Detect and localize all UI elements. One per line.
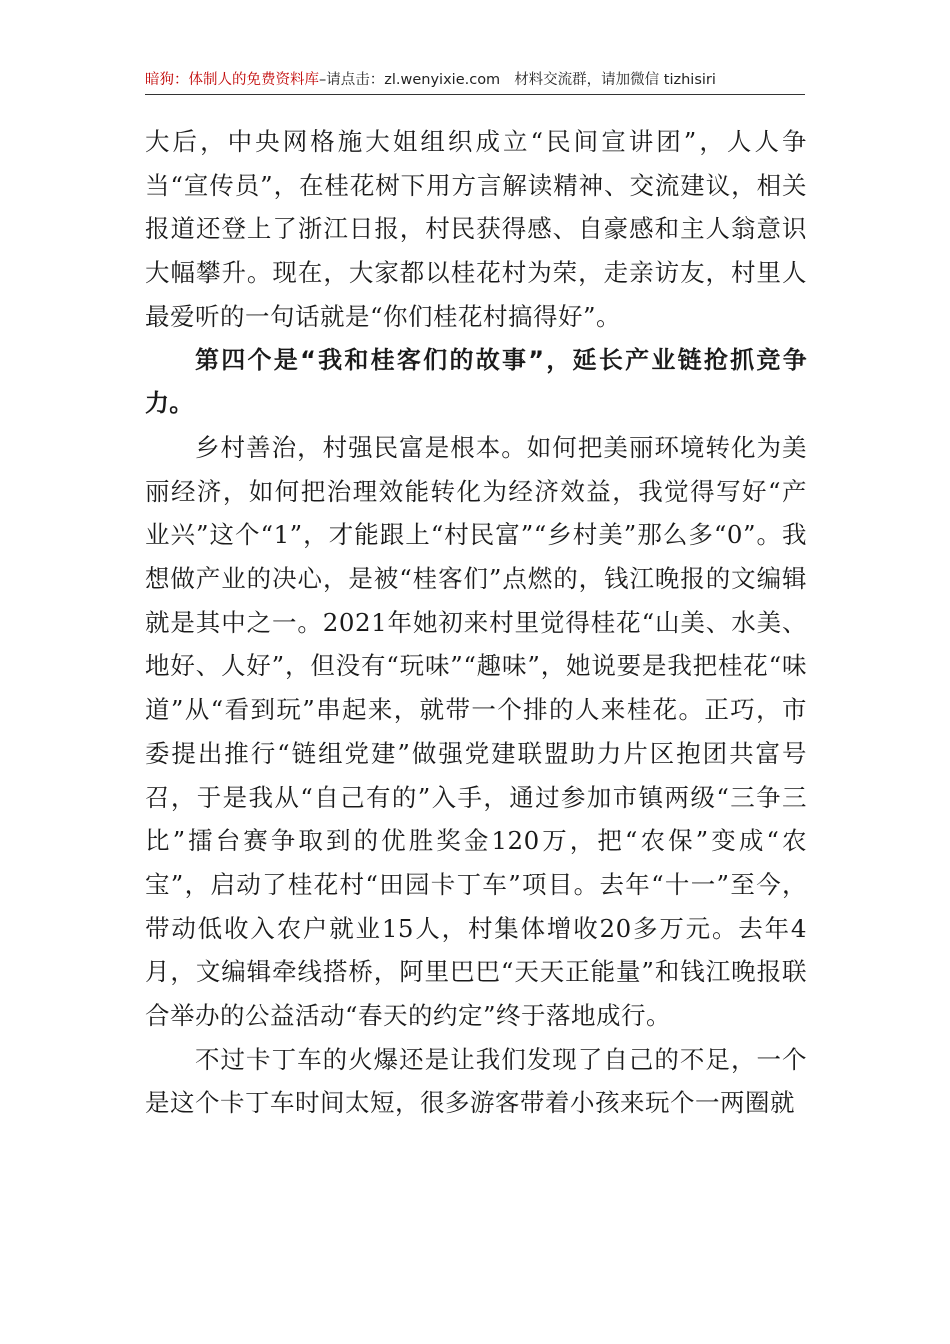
paragraph: 乡村善治，村强民富是根本。如何把美丽环境转化为美丽经济，如何把治理效能转化为经济效益，我觉得写好“产业兴”这个“1”，才能跟上“村民富”“乡村美”那么多“0”。我想做产业的决心，是被“桂客们”点燃的，钱江晚报的文编辑就是其中之一。2021年她初来村里觉得桂花“山美、水美、地好、人好”，但没有“玩味”“趣味”，她说要是我把桂花“味道”从“看到玩”串起来，就带一个排的人来桂花。正巧，市委提出推行“链组党建”做强党建联盟助力片区抱团共富号召，于是我从“自己有的”入手，通过参加市镇两级“三争三比”擂台赛争取到的优胜奖金120万，把“农保”变成“农宝”，启动了桂花村“田园卡丁车”项目。去年“十一”至今，带动低收入农户就业15人，村集体增收20多万元。去年4月，文编辑牵线搭桥，阿里巴巴“天天正能量”和钱江晚报联合举办的公益活动“春天的约定”终于落地成行。 [145,432,807,1031]
header-brand: 暗狗：体制人的免费资料库 [145,72,319,88]
header-link[interactable]: –请点击：zl.wenyixie.com [319,72,501,88]
header-contact: 材料交流群，请加微信 tizhisiri [514,72,716,88]
section-heading: 第四个是“我和桂客们的故事”，延长产业链抢抓竞争力。 [145,345,807,418]
paragraph: 不过卡丁车的火爆还是让我们发现了自己的不足，一个是这个卡丁车时间太短，很多游客带着小孩来玩个一两圈就 [145,1044,807,1118]
paragraph-continued: 大后，中央网格施大姐组织成立“民间宣讲团”，人人争当“宣传员”，在桂花树下用方言解读精神、交流建议，相关报道还登上了浙江日报，村民获得感、自豪感和主人翁意识大幅攀升。现在，大家都以桂花村为荣，走亲访友，村里人最爱听的一句话就是“你们桂花村搞得好”。 [145,127,807,331]
document-body [145,120,807,1125]
page-header [145,66,805,95]
